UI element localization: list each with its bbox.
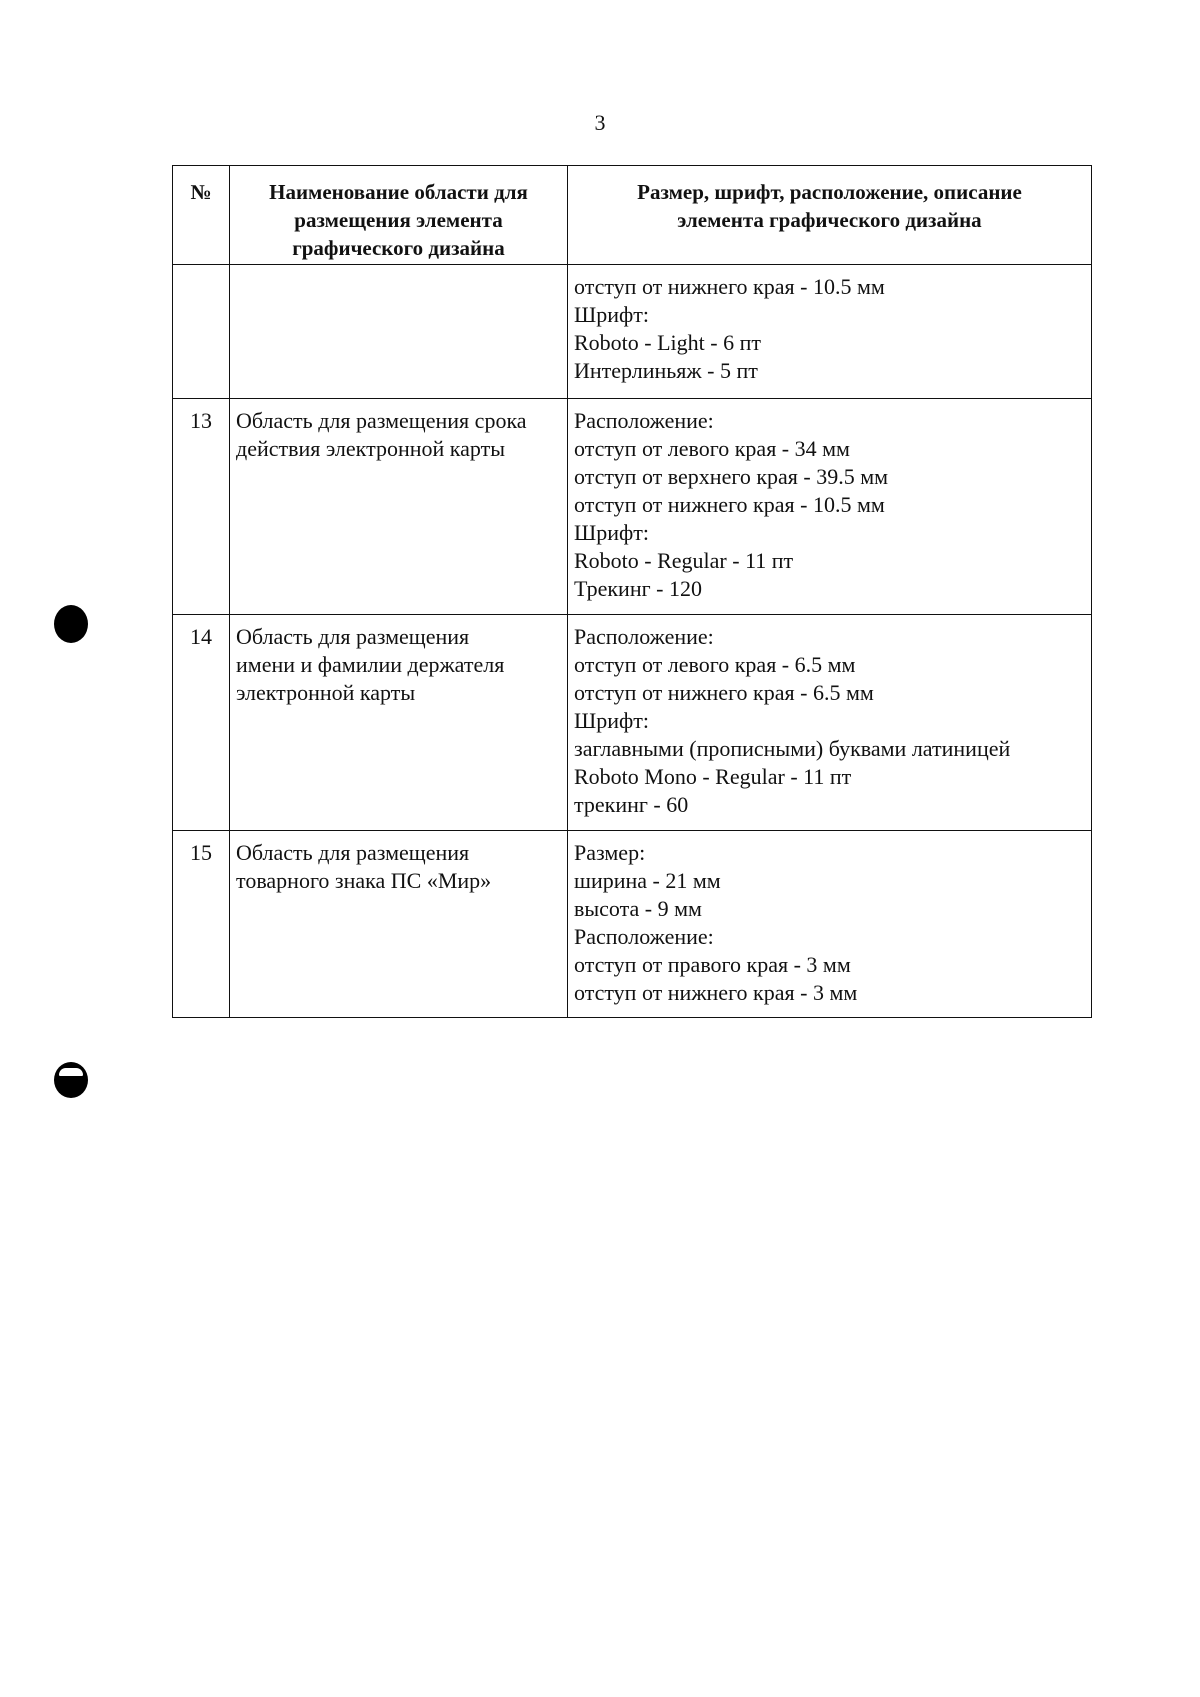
row-description	[568, 831, 1092, 1018]
description-line: Расположение:	[574, 624, 714, 649]
description-line: Roboto - Light - 6 пт	[574, 330, 761, 355]
row-description	[568, 399, 1092, 615]
header-area-name-line: размещения элемента	[294, 208, 503, 232]
row-description	[568, 265, 1092, 399]
row-area-name	[230, 831, 568, 1018]
description-line: Расположение:	[574, 408, 714, 433]
description-line: трекинг - 60	[574, 792, 689, 817]
table-row	[173, 615, 1092, 831]
table-header-row	[173, 166, 1092, 265]
table-row	[173, 265, 1092, 399]
row-description	[568, 615, 1092, 831]
page-number: 3	[594, 110, 606, 135]
description-line: отступ от левого края - 34 мм	[574, 436, 850, 461]
table-row	[173, 831, 1092, 1018]
description-line: Roboto Mono - Regular - 11 пт	[574, 764, 852, 789]
punch-hole-mark	[54, 1062, 88, 1098]
description-line: высота - 9 мм	[574, 896, 702, 921]
description-line: Шрифт:	[574, 520, 649, 545]
description-line: Интерлиньяж - 5 пт	[574, 358, 758, 383]
description-line: ширина - 21 мм	[574, 868, 721, 893]
area-name-line: электронной карты	[236, 680, 416, 705]
header-area-name-line: Наименование области для	[269, 180, 528, 204]
row-area-name	[230, 399, 568, 615]
description-line: Расположение:	[574, 924, 714, 949]
description-line: Шрифт:	[574, 708, 649, 733]
description-line: отступ от нижнего края - 6.5 мм	[574, 680, 874, 705]
row-number: 13	[173, 399, 230, 615]
area-name-line: Область для размещения срока	[236, 408, 527, 433]
description-line: Трекинг - 120	[574, 576, 702, 601]
description-line: отступ от верхнего края - 39.5 мм	[574, 464, 889, 489]
description-line: Шрифт:	[574, 302, 649, 327]
punch-hole-mark	[54, 605, 88, 643]
header-number: №	[173, 166, 230, 265]
header-description	[568, 166, 1092, 265]
area-name-line: Область для размещения	[236, 624, 470, 649]
header-description-line: элемента графического дизайна	[677, 208, 982, 232]
area-name-line: действия электронной карты	[236, 436, 506, 461]
table-row	[173, 399, 1092, 615]
row-number: 14	[173, 615, 230, 831]
description-line: отступ от нижнего края - 10.5 мм	[574, 274, 885, 299]
description-line: Roboto - Regular - 11 пт	[574, 548, 794, 573]
header-area-name-line: графического дизайна	[292, 236, 505, 260]
description-line: отступ от левого края - 6.5 мм	[574, 652, 856, 677]
description-line: Размер:	[574, 840, 646, 865]
area-name-line: имени и фамилии держателя	[236, 652, 505, 677]
description-line: отступ от нижнего края - 3 мм	[574, 980, 858, 1005]
design-elements-table	[172, 165, 1092, 1018]
description-line: отступ от нижнего края - 10.5 мм	[574, 492, 885, 517]
row-number: 15	[173, 831, 230, 1018]
header-area-name	[230, 166, 568, 265]
area-name-line: Область для размещения	[236, 840, 470, 865]
row-number	[173, 265, 230, 399]
row-area-name	[230, 615, 568, 831]
header-description-line: Размер, шрифт, расположение, описание	[637, 180, 1022, 204]
row-area-name	[230, 265, 568, 399]
description-line: отступ от правого края - 3 мм	[574, 952, 851, 977]
description-line: заглавными (прописными) буквами латиницей	[574, 736, 1011, 761]
area-name-line: товарного знака ПС «Мир»	[236, 868, 492, 893]
